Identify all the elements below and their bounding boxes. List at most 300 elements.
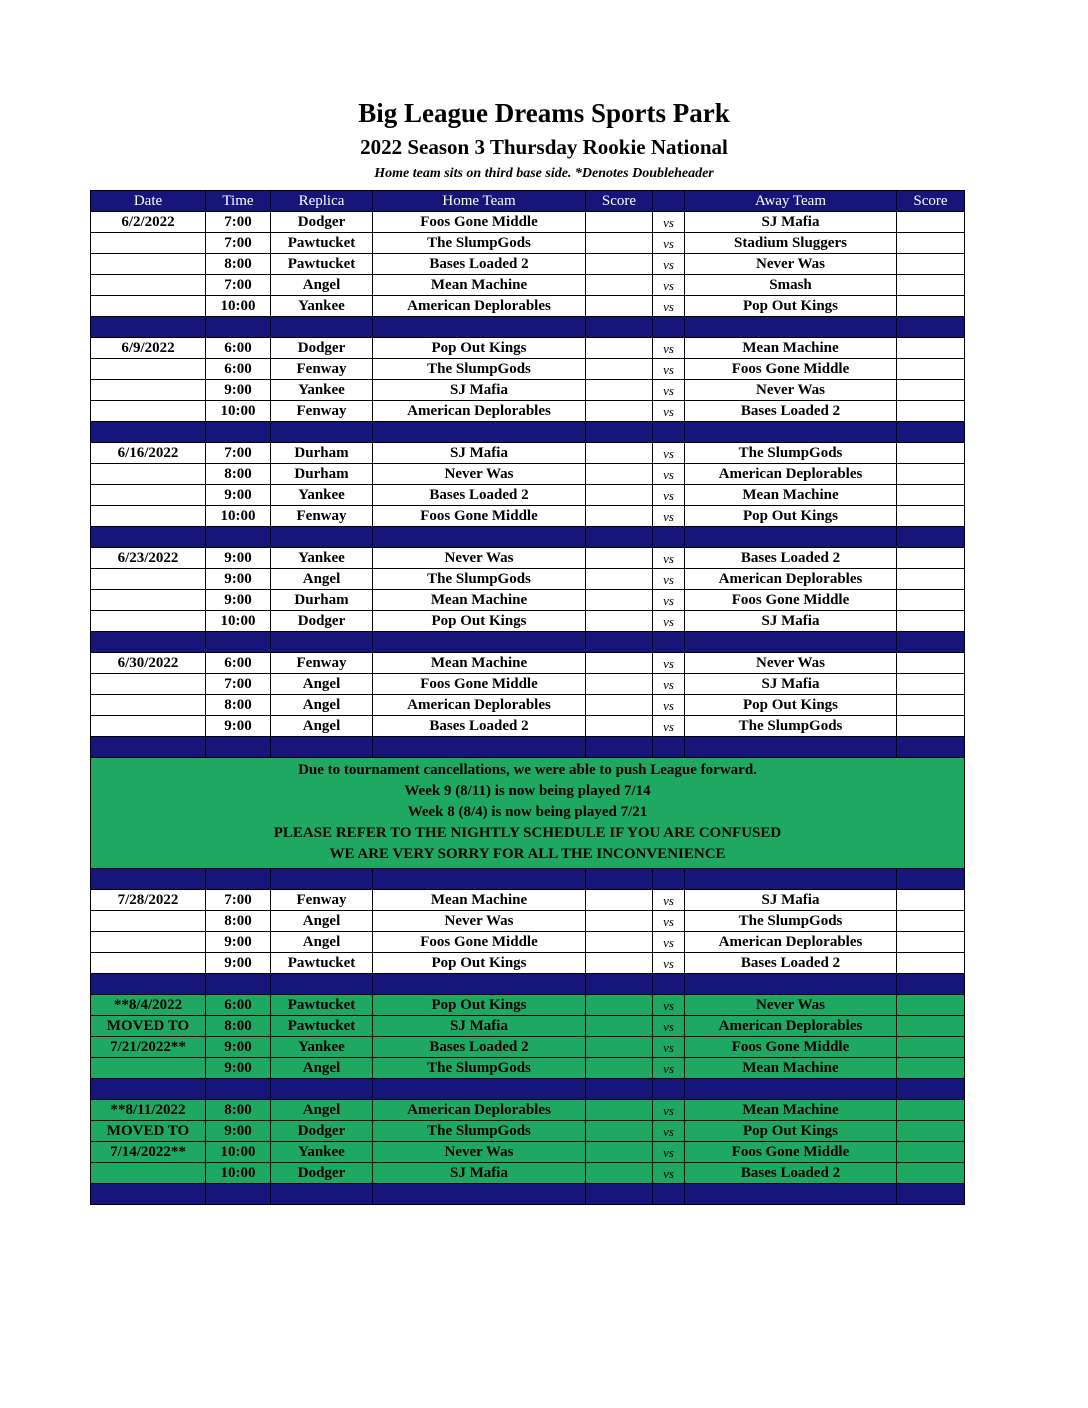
vs-label: vs xyxy=(653,1163,685,1184)
away-team: Stadium Sluggers xyxy=(685,233,897,254)
game-date xyxy=(91,296,206,317)
home-team: Bases Loaded 2 xyxy=(373,716,586,737)
separator-cell xyxy=(685,1184,897,1205)
game-date: MOVED TO xyxy=(91,1121,206,1142)
separator-cell xyxy=(206,1184,271,1205)
game-time: 8:00 xyxy=(206,1016,271,1037)
game-replica: Pawtucket xyxy=(271,254,373,275)
separator-cell xyxy=(373,1079,586,1100)
game-row xyxy=(91,932,965,953)
away-score xyxy=(897,932,965,953)
game-time: 9:00 xyxy=(206,1058,271,1079)
away-team: Never Was xyxy=(685,653,897,674)
away-score xyxy=(897,674,965,695)
game-replica: Dodger xyxy=(271,338,373,359)
away-team: American Deplorables xyxy=(685,1016,897,1037)
game-time: 9:00 xyxy=(206,485,271,506)
home-score xyxy=(586,995,653,1016)
vs-label: vs xyxy=(653,296,685,317)
notice-line: Week 9 (8/11) is now being played 7/14 xyxy=(404,783,651,799)
away-score xyxy=(897,233,965,254)
away-team: SJ Mafia xyxy=(685,674,897,695)
home-score xyxy=(586,212,653,233)
col-replica-header: Replica xyxy=(271,191,373,212)
away-score xyxy=(897,443,965,464)
game-row xyxy=(91,611,965,632)
game-replica: Angel xyxy=(271,1100,373,1121)
game-row xyxy=(91,338,965,359)
home-score xyxy=(586,716,653,737)
game-row xyxy=(91,464,965,485)
week-separator xyxy=(91,974,965,995)
separator-cell xyxy=(271,422,373,443)
vs-label: vs xyxy=(653,911,685,932)
game-replica: Pawtucket xyxy=(271,233,373,254)
home-team: Foos Gone Middle xyxy=(373,674,586,695)
game-row xyxy=(91,911,965,932)
game-row xyxy=(91,695,965,716)
separator-cell xyxy=(206,974,271,995)
game-replica: Pawtucket xyxy=(271,995,373,1016)
separator-cell xyxy=(586,737,653,758)
game-replica: Angel xyxy=(271,911,373,932)
home-score xyxy=(586,485,653,506)
game-time: 8:00 xyxy=(206,695,271,716)
home-score xyxy=(586,890,653,911)
vs-label: vs xyxy=(653,611,685,632)
game-row xyxy=(91,716,965,737)
home-team: Mean Machine xyxy=(373,890,586,911)
game-row xyxy=(91,359,965,380)
away-score xyxy=(897,254,965,275)
home-team: Never Was xyxy=(373,1142,586,1163)
separator-cell xyxy=(91,527,206,548)
game-date xyxy=(91,911,206,932)
game-time: 6:00 xyxy=(206,995,271,1016)
game-row xyxy=(91,1058,965,1079)
game-date xyxy=(91,233,206,254)
home-score xyxy=(586,1163,653,1184)
home-score xyxy=(586,254,653,275)
game-row xyxy=(91,1121,965,1142)
away-score xyxy=(897,1058,965,1079)
week-separator xyxy=(91,317,965,338)
away-team: Mean Machine xyxy=(685,338,897,359)
separator-cell xyxy=(91,1184,206,1205)
game-date: 7/14/2022** xyxy=(91,1142,206,1163)
col-time-header: Time xyxy=(206,191,271,212)
vs-label: vs xyxy=(653,890,685,911)
separator-cell xyxy=(653,527,685,548)
game-date xyxy=(91,674,206,695)
separator-cell xyxy=(653,737,685,758)
home-score xyxy=(586,1121,653,1142)
game-date xyxy=(91,569,206,590)
away-team: The SlumpGods xyxy=(685,911,897,932)
vs-label: vs xyxy=(653,233,685,254)
game-date: 7/28/2022 xyxy=(91,890,206,911)
away-score xyxy=(897,1016,965,1037)
home-score xyxy=(586,611,653,632)
game-replica: Durham xyxy=(271,443,373,464)
separator-cell xyxy=(271,317,373,338)
game-time: 8:00 xyxy=(206,464,271,485)
separator-cell xyxy=(206,1079,271,1100)
separator-cell xyxy=(897,737,965,758)
game-date xyxy=(91,254,206,275)
separator-cell xyxy=(685,737,897,758)
away-team: SJ Mafia xyxy=(685,611,897,632)
separator-cell xyxy=(897,422,965,443)
vs-label: vs xyxy=(653,464,685,485)
col-away-score-header: Score xyxy=(897,191,965,212)
game-replica: Fenway xyxy=(271,653,373,674)
separator-cell xyxy=(206,422,271,443)
vs-label: vs xyxy=(653,1037,685,1058)
game-replica: Angel xyxy=(271,716,373,737)
home-score xyxy=(586,911,653,932)
game-time: 7:00 xyxy=(206,212,271,233)
vs-label: vs xyxy=(653,338,685,359)
away-score xyxy=(897,1100,965,1121)
home-team: Mean Machine xyxy=(373,653,586,674)
separator-cell xyxy=(206,527,271,548)
game-date xyxy=(91,695,206,716)
home-score xyxy=(586,695,653,716)
week-separator xyxy=(91,869,965,890)
game-date: 6/9/2022 xyxy=(91,338,206,359)
vs-label: vs xyxy=(653,380,685,401)
home-team: Bases Loaded 2 xyxy=(373,1037,586,1058)
away-team: American Deplorables xyxy=(685,569,897,590)
vs-label: vs xyxy=(653,590,685,611)
away-score xyxy=(897,890,965,911)
separator-cell xyxy=(586,317,653,338)
home-score xyxy=(586,932,653,953)
separator-cell xyxy=(91,422,206,443)
separator-cell xyxy=(373,737,586,758)
vs-label: vs xyxy=(653,653,685,674)
game-row xyxy=(91,653,965,674)
game-date xyxy=(91,275,206,296)
vs-label: vs xyxy=(653,548,685,569)
away-team: Foos Gone Middle xyxy=(685,590,897,611)
home-score xyxy=(586,953,653,974)
home-score xyxy=(586,338,653,359)
away-score xyxy=(897,485,965,506)
game-date xyxy=(91,716,206,737)
game-date xyxy=(91,485,206,506)
game-date xyxy=(91,932,206,953)
away-team: Never Was xyxy=(685,995,897,1016)
home-team: The SlumpGods xyxy=(373,1121,586,1142)
separator-cell xyxy=(586,1079,653,1100)
game-time: 7:00 xyxy=(206,674,271,695)
home-team: Foos Gone Middle xyxy=(373,212,586,233)
away-team: American Deplorables xyxy=(685,464,897,485)
game-replica: Dodger xyxy=(271,212,373,233)
game-replica: Durham xyxy=(271,590,373,611)
away-team: Never Was xyxy=(685,380,897,401)
separator-cell xyxy=(271,527,373,548)
home-score xyxy=(586,401,653,422)
away-score xyxy=(897,611,965,632)
separator-cell xyxy=(897,1079,965,1100)
away-score xyxy=(897,995,965,1016)
game-row xyxy=(91,296,965,317)
game-date: **8/4/2022 xyxy=(91,995,206,1016)
away-score xyxy=(897,212,965,233)
game-replica: Fenway xyxy=(271,401,373,422)
away-score xyxy=(897,359,965,380)
game-date xyxy=(91,359,206,380)
vs-label: vs xyxy=(653,212,685,233)
game-date xyxy=(91,611,206,632)
game-time: 9:00 xyxy=(206,548,271,569)
separator-cell xyxy=(271,1184,373,1205)
game-replica: Angel xyxy=(271,695,373,716)
away-team: Bases Loaded 2 xyxy=(685,401,897,422)
home-team: The SlumpGods xyxy=(373,569,586,590)
game-date xyxy=(91,401,206,422)
away-score xyxy=(897,569,965,590)
away-score xyxy=(897,401,965,422)
away-score xyxy=(897,1142,965,1163)
home-score xyxy=(586,1058,653,1079)
away-team: Pop Out Kings xyxy=(685,506,897,527)
home-team: The SlumpGods xyxy=(373,1058,586,1079)
home-team: The SlumpGods xyxy=(373,233,586,254)
game-time: 7:00 xyxy=(206,443,271,464)
separator-cell xyxy=(91,632,206,653)
game-time: 7:00 xyxy=(206,233,271,254)
vs-label: vs xyxy=(653,401,685,422)
game-row xyxy=(91,590,965,611)
away-score xyxy=(897,716,965,737)
col-date-header: Date xyxy=(91,191,206,212)
separator-cell xyxy=(897,527,965,548)
away-team: Bases Loaded 2 xyxy=(685,548,897,569)
away-score xyxy=(897,506,965,527)
game-row xyxy=(91,1016,965,1037)
separator-cell xyxy=(685,632,897,653)
away-score xyxy=(897,695,965,716)
separator-cell xyxy=(271,632,373,653)
game-date xyxy=(91,380,206,401)
game-row xyxy=(91,254,965,275)
home-team: Mean Machine xyxy=(373,590,586,611)
separator-cell xyxy=(206,317,271,338)
home-team: Pop Out Kings xyxy=(373,995,586,1016)
game-date xyxy=(91,506,206,527)
game-replica: Fenway xyxy=(271,890,373,911)
notice-line: Week 8 (8/4) is now being played 7/21 xyxy=(407,804,648,820)
vs-label: vs xyxy=(653,1016,685,1037)
separator-cell xyxy=(373,974,586,995)
game-replica: Yankee xyxy=(271,380,373,401)
vs-label: vs xyxy=(653,506,685,527)
game-row xyxy=(91,212,965,233)
vs-label: vs xyxy=(653,1142,685,1163)
separator-cell xyxy=(897,317,965,338)
separator-cell xyxy=(653,869,685,890)
away-score xyxy=(897,911,965,932)
separator-cell xyxy=(373,1184,586,1205)
game-replica: Fenway xyxy=(271,506,373,527)
col-away-header: Away Team xyxy=(685,191,897,212)
week-separator xyxy=(91,527,965,548)
separator-cell xyxy=(586,632,653,653)
home-score xyxy=(586,590,653,611)
away-team: Smash xyxy=(685,275,897,296)
vs-label: vs xyxy=(653,995,685,1016)
vs-label: vs xyxy=(653,695,685,716)
separator-cell xyxy=(271,1079,373,1100)
game-date: 7/21/2022** xyxy=(91,1037,206,1058)
game-replica: Durham xyxy=(271,464,373,485)
home-score xyxy=(586,233,653,254)
game-row xyxy=(91,506,965,527)
game-replica: Dodger xyxy=(271,1121,373,1142)
game-date: 6/16/2022 xyxy=(91,443,206,464)
away-score xyxy=(897,380,965,401)
game-replica: Yankee xyxy=(271,296,373,317)
week-separator xyxy=(91,1079,965,1100)
game-row xyxy=(91,890,965,911)
separator-cell xyxy=(586,527,653,548)
game-replica: Pawtucket xyxy=(271,1016,373,1037)
game-date: 6/30/2022 xyxy=(91,653,206,674)
separator-cell xyxy=(653,317,685,338)
page-subtitle: 2022 Season 3 Thursday Rookie National xyxy=(360,135,728,159)
game-replica: Yankee xyxy=(271,1037,373,1058)
schedule-note: Home team sits on third base side. *Denotes Doubleheader xyxy=(374,166,714,181)
game-row xyxy=(91,995,965,1016)
vs-label: vs xyxy=(653,1100,685,1121)
away-score xyxy=(897,296,965,317)
separator-cell xyxy=(271,737,373,758)
separator-cell xyxy=(586,974,653,995)
game-replica: Dodger xyxy=(271,611,373,632)
separator-cell xyxy=(586,422,653,443)
home-team: American Deplorables xyxy=(373,695,586,716)
away-score xyxy=(897,953,965,974)
vs-label: vs xyxy=(653,716,685,737)
away-team: Bases Loaded 2 xyxy=(685,1163,897,1184)
separator-cell xyxy=(685,869,897,890)
game-date: MOVED TO xyxy=(91,1016,206,1037)
separator-cell xyxy=(206,869,271,890)
away-score xyxy=(897,338,965,359)
game-row xyxy=(91,953,965,974)
away-team: Pop Out Kings xyxy=(685,296,897,317)
away-team: SJ Mafia xyxy=(685,890,897,911)
vs-label: vs xyxy=(653,1121,685,1142)
game-time: 9:00 xyxy=(206,1037,271,1058)
vs-label: vs xyxy=(653,254,685,275)
game-replica: Yankee xyxy=(271,548,373,569)
separator-cell xyxy=(91,737,206,758)
home-team: Never Was xyxy=(373,911,586,932)
home-score xyxy=(586,464,653,485)
game-row xyxy=(91,485,965,506)
game-row xyxy=(91,674,965,695)
game-row xyxy=(91,548,965,569)
page-title: Big League Dreams Sports Park xyxy=(358,98,730,128)
game-time: 9:00 xyxy=(206,590,271,611)
game-row xyxy=(91,1100,965,1121)
separator-cell xyxy=(685,422,897,443)
vs-label: vs xyxy=(653,485,685,506)
home-team: Bases Loaded 2 xyxy=(373,254,586,275)
away-score xyxy=(897,590,965,611)
game-time: 9:00 xyxy=(206,1121,271,1142)
separator-cell xyxy=(373,317,586,338)
away-team: Foos Gone Middle xyxy=(685,359,897,380)
separator-cell xyxy=(653,1184,685,1205)
home-team: SJ Mafia xyxy=(373,380,586,401)
home-score xyxy=(586,296,653,317)
game-row xyxy=(91,1037,965,1058)
home-score xyxy=(586,569,653,590)
game-time: 7:00 xyxy=(206,275,271,296)
game-time: 9:00 xyxy=(206,953,271,974)
away-score xyxy=(897,653,965,674)
separator-cell xyxy=(91,974,206,995)
separator-cell xyxy=(91,1079,206,1100)
home-team: Never Was xyxy=(373,464,586,485)
separator-cell xyxy=(897,1184,965,1205)
home-score xyxy=(586,443,653,464)
away-team: Pop Out Kings xyxy=(685,1121,897,1142)
game-row xyxy=(91,443,965,464)
separator-cell xyxy=(653,632,685,653)
game-row xyxy=(91,1163,965,1184)
separator-cell xyxy=(653,1079,685,1100)
home-score xyxy=(586,548,653,569)
vs-label: vs xyxy=(653,443,685,464)
home-team: American Deplorables xyxy=(373,401,586,422)
game-replica: Angel xyxy=(271,275,373,296)
vs-label: vs xyxy=(653,953,685,974)
game-time: 8:00 xyxy=(206,254,271,275)
separator-cell xyxy=(685,317,897,338)
separator-cell xyxy=(373,632,586,653)
game-time: 6:00 xyxy=(206,338,271,359)
notice-line: Due to tournament cancellations, we were able to push League forward. xyxy=(298,762,757,778)
separator-cell xyxy=(586,869,653,890)
schedule-notice xyxy=(91,758,965,869)
game-row xyxy=(91,380,965,401)
away-score xyxy=(897,1037,965,1058)
home-team: SJ Mafia xyxy=(373,443,586,464)
home-score xyxy=(586,1016,653,1037)
game-time: 8:00 xyxy=(206,911,271,932)
game-time: 9:00 xyxy=(206,716,271,737)
away-team: The SlumpGods xyxy=(685,443,897,464)
game-replica: Angel xyxy=(271,1058,373,1079)
home-score xyxy=(586,1142,653,1163)
game-time: 10:00 xyxy=(206,611,271,632)
week-separator xyxy=(91,632,965,653)
game-date xyxy=(91,953,206,974)
game-time: 6:00 xyxy=(206,359,271,380)
game-time: 9:00 xyxy=(206,932,271,953)
separator-cell xyxy=(653,422,685,443)
separator-cell xyxy=(685,974,897,995)
home-team: Pop Out Kings xyxy=(373,953,586,974)
game-time: 9:00 xyxy=(206,569,271,590)
